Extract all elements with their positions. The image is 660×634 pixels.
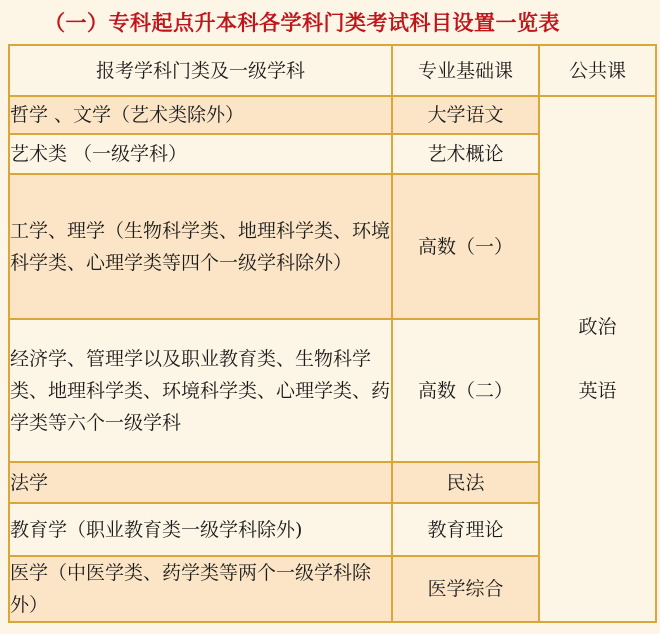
category-cell: 医学（中医学类、药学类等两个一级学科除外） <box>9 556 392 622</box>
basic-course-cell: 艺术概论 <box>392 134 539 174</box>
table-header-row <box>9 45 656 96</box>
subjects-table <box>8 44 657 623</box>
basic-course-cell: 民法 <box>392 462 539 503</box>
category-cell: 法学 <box>9 462 392 503</box>
category-cell: 经济学、管理学以及职业教育类、生物科学类、地理科学类、环境科学类、心理学类、药学类等六个一级学科 <box>9 319 392 462</box>
header-category: 报考学科门类及一级学科 <box>9 45 392 96</box>
basic-course-cell: 大学语文 <box>392 96 539 134</box>
header-basic: 专业基础课 <box>392 45 539 96</box>
basic-course-cell: 高数（二） <box>392 319 539 462</box>
common-courses-cell <box>539 96 656 622</box>
basic-course-cell: 医学综合 <box>392 556 539 622</box>
category-cell: 艺术类 （一级学科） <box>9 134 392 174</box>
table-row <box>9 96 656 134</box>
common-subject: 政治 <box>578 316 617 338</box>
category-cell: 哲学 、文学（艺术类除外） <box>9 96 392 134</box>
basic-course-cell: 教育理论 <box>392 503 539 556</box>
header-common: 公共课 <box>539 45 656 96</box>
basic-course-cell: 高数（一） <box>392 174 539 319</box>
category-cell: 教育学（职业教育类一级学科除外) <box>9 503 392 556</box>
page-title: （一）专科起点升本科各学科门类考试科目设置一览表 <box>44 11 560 35</box>
common-subject: 英语 <box>578 380 617 402</box>
category-cell: 工学、理学（生物科学类、地理科学类、环境科学类、心理学类等四个一级学科除外） <box>9 174 392 319</box>
